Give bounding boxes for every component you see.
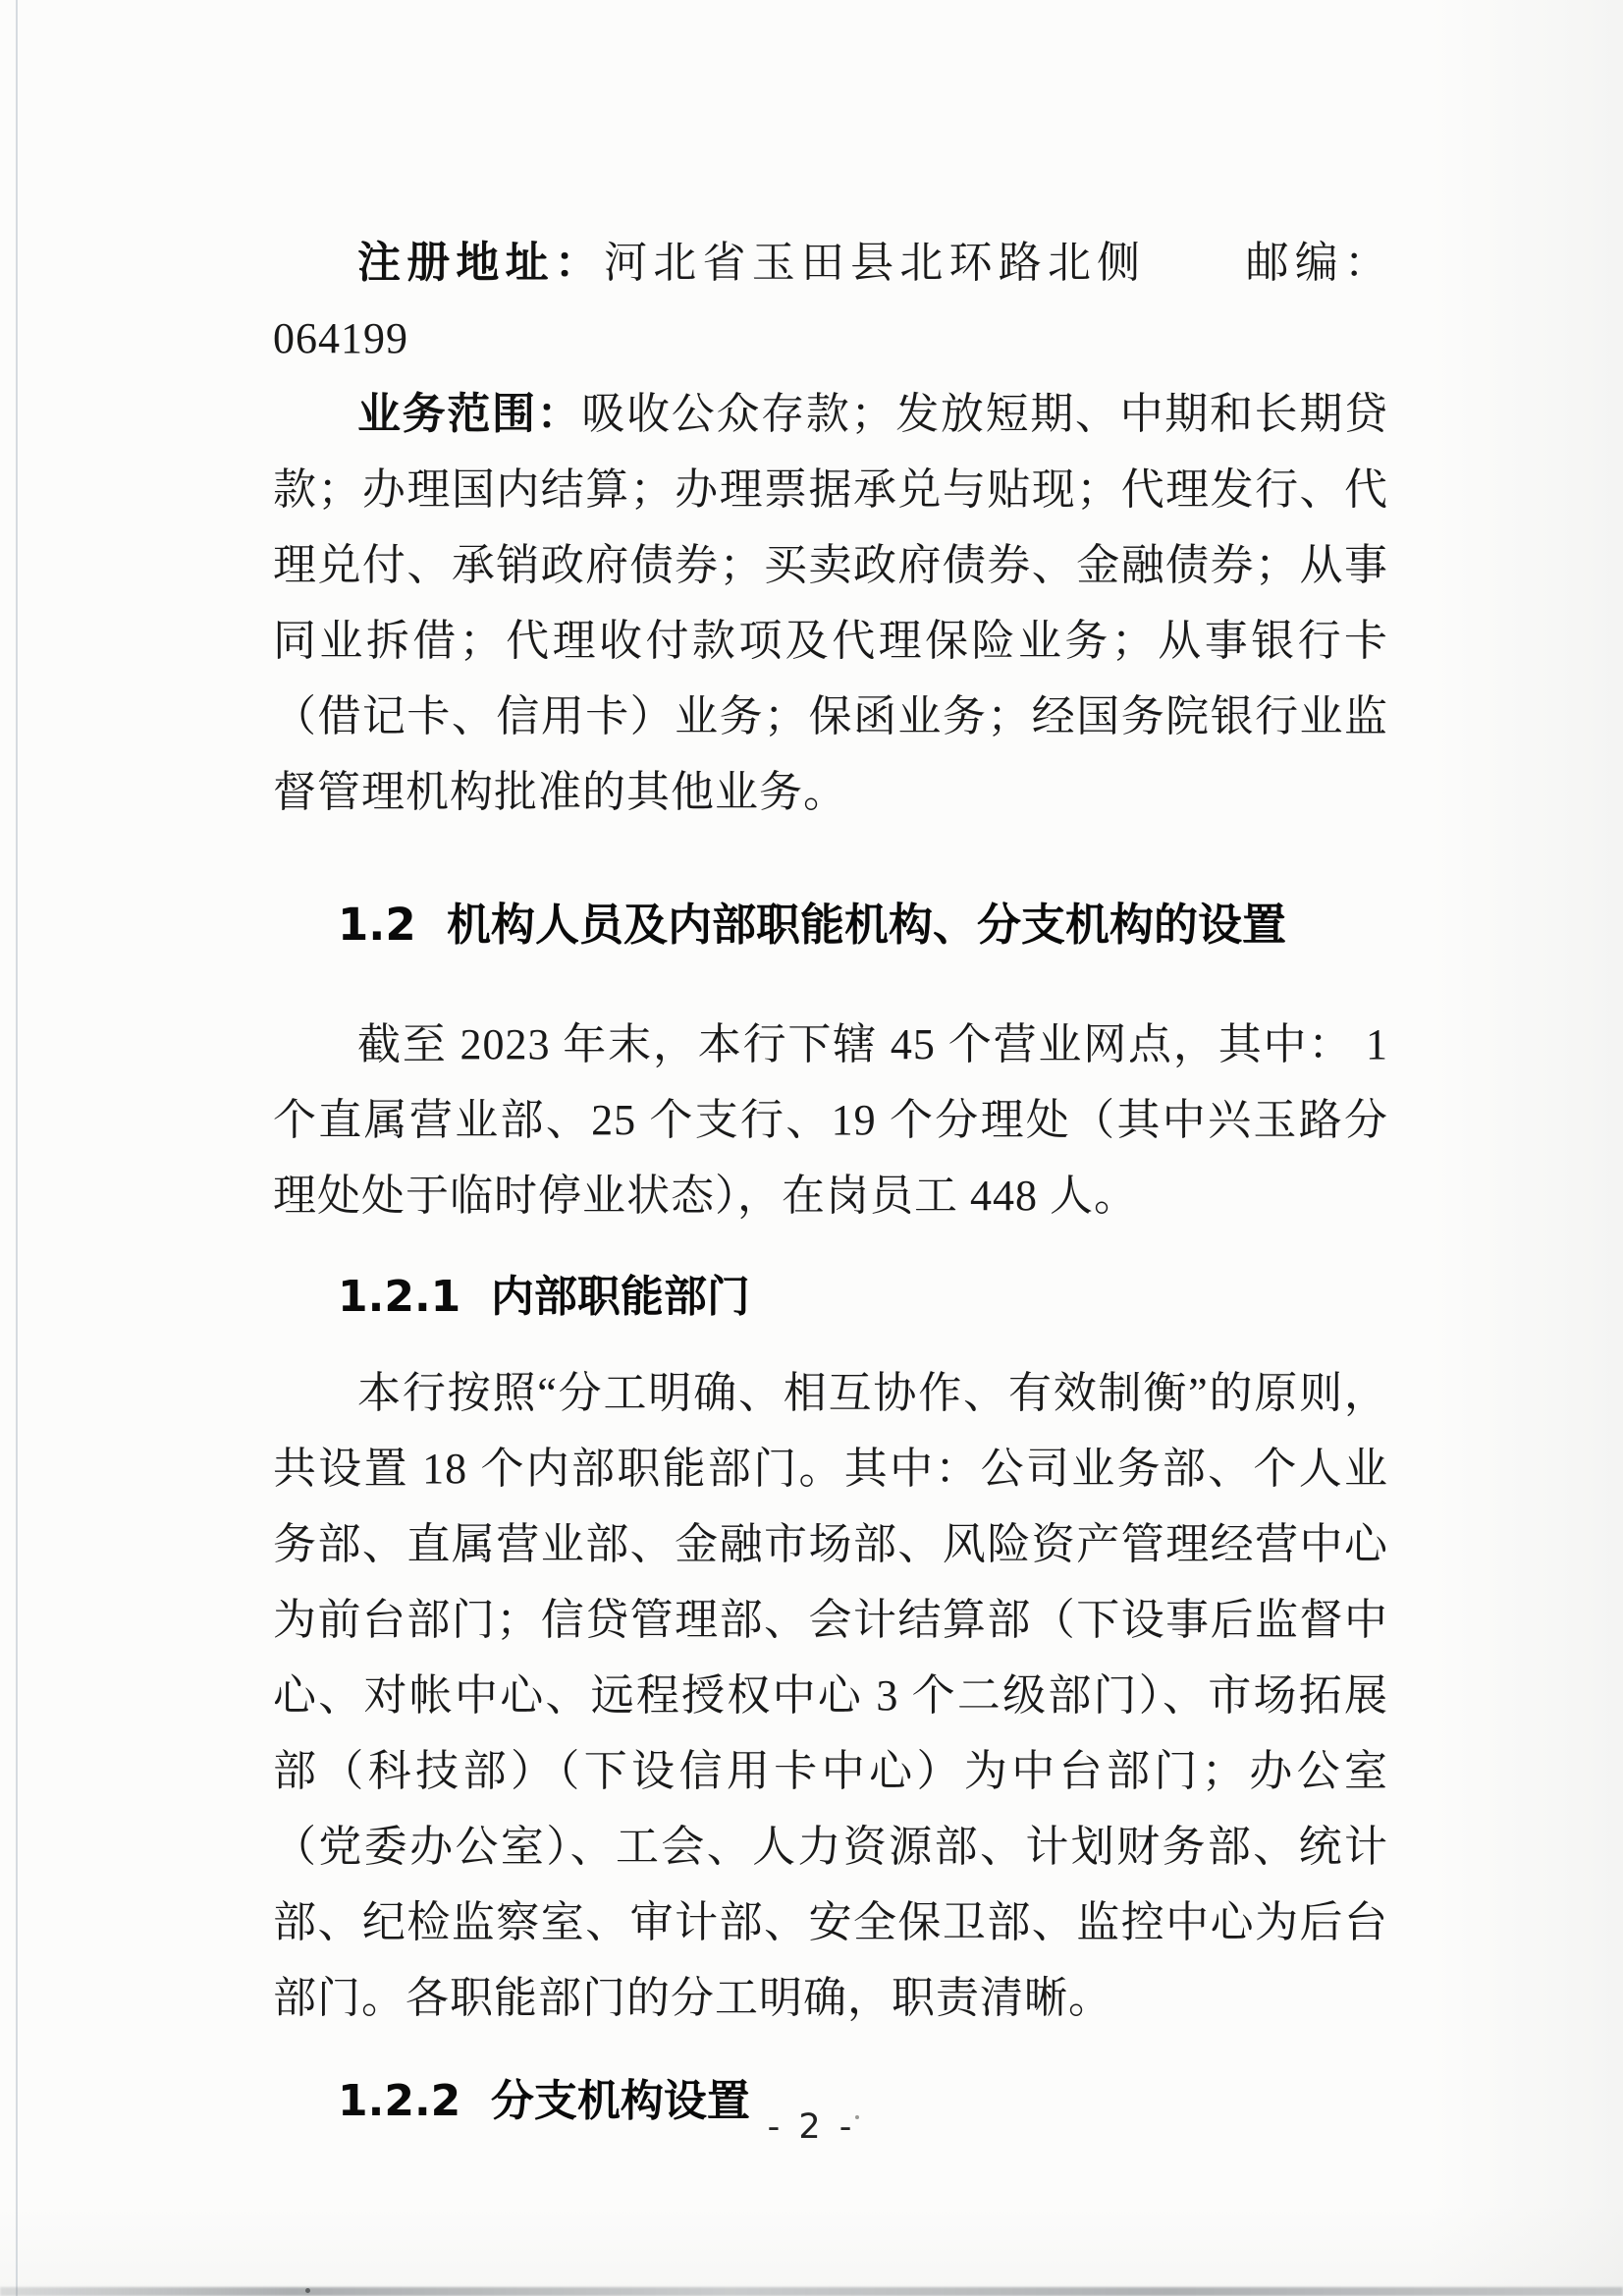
paragraph-registered-address <box>273 225 1388 376</box>
business-scope-text: 吸收公众存款；发放短期、中期和长期贷款；办理国内结算；办理票据承兑与贴现；代理发行、代理兑付、承销政府债券；买卖政府债券、金融债券；从事同业拆借；代理收付款项及代理保险业务；从事银行卡（借记卡、信用卡）业务；保函业务；经国务院银行业监督管理机构批准的其他业务。 <box>273 390 1389 816</box>
page-number: - 2 - <box>767 2107 856 2147</box>
registered-address-value: 河北省玉田县北环路北侧 <box>604 239 1147 287</box>
registered-address-label: 注册地址： <box>357 239 605 287</box>
heading-section-1-2-1: 1.2.1 内部职能部门 <box>338 1272 750 1322</box>
postcode-value: 邮编：064199 <box>273 239 1389 362</box>
scan-speck <box>855 2115 859 2119</box>
paragraph-network-overview: 截至 2023 年末，本行下辖 45 个营业网点，其中： 1 个直属营业部、25 个支行、19 个分理处（其中兴玉路分理处处于临时停业状态），在岗员工 448 人。 <box>273 1020 1388 1220</box>
paragraph-business-scope <box>273 376 1388 830</box>
business-scope-label: 业务范围： <box>357 390 582 438</box>
document-body <box>273 0 1388 2130</box>
paragraph-internal-departments: 本行按照“分工明确、相互协作、有效制衡”的原则，共设置 18 个内部职能部门。其中：公司业务部、个人业务部、直属营业部、金融市场部、风险资产管理经营中心为前台部门；信贷管理部、会计结算部（下设事后监督中心、对帐中心、远程授权中心 3 个二级部门）、市场拓展部（科技部）（下设信用卡中心）为中台部门；办公室（党委办公室）、工会、人力资源部、计划财务部、统计部、纪检监察室、审计部、安全保卫部、监控中心为后台部门。各职能部门的分工明确，职责清晰。 <box>273 1369 1388 2022</box>
scan-edge-shadow <box>0 2287 1623 2296</box>
scan-edge-line <box>16 0 18 2296</box>
heading-section-1-2-2: 1.2.2 分支机构设置 <box>338 2076 750 2126</box>
heading-section-1-2: 1.2 机构人员及内部职能机构、分支机构的设置 <box>338 899 1287 951</box>
